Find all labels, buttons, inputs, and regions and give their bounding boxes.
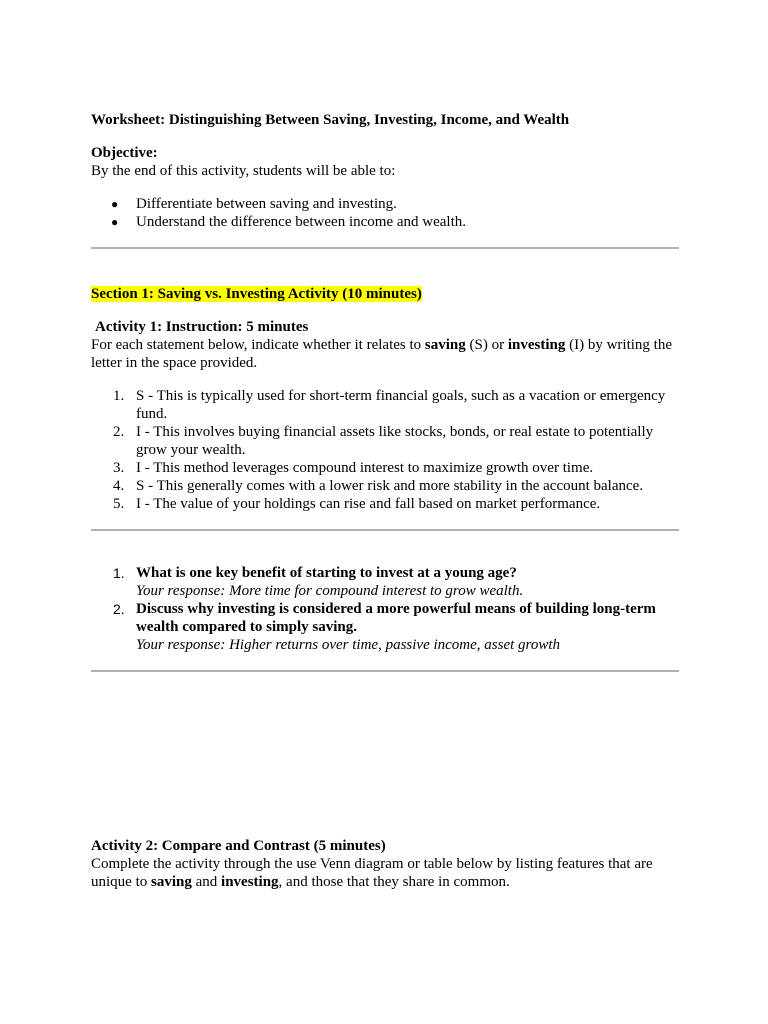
objective-item: ● Differentiate between saving and investing. — [91, 195, 679, 213]
question-item: 2. Discuss why investing is considered a more powerful means of building long-term wealth compared to simply saving. Your response: Higher returns over time, passive income, asset growth — [91, 600, 679, 654]
objective-intro: By the end of this activity, students will be able to: — [91, 163, 396, 179]
statements-list — [91, 387, 679, 513]
statement-item: 3. I - This method leverages compound interest to maximize growth over time. — [113, 460, 594, 476]
statement-item: 4. S - This generally comes with a lower risk and more stability in the account balance. — [113, 478, 644, 494]
section1-heading-wrap — [91, 285, 679, 303]
document-content — [91, 111, 679, 891]
objective-item: ● Understand the difference between income and wealth. — [91, 213, 679, 231]
horizontal-rule — [91, 247, 679, 249]
horizontal-rule — [91, 670, 679, 672]
activity1-instruction: For each statement below, indicate whether it relates to saving (S) or investing (I) by writing the letter in the space provided. — [91, 337, 672, 371]
objective-label: Objective: — [91, 145, 158, 161]
objectives-list — [91, 195, 679, 231]
horizontal-rule — [91, 529, 679, 531]
statement-item: 5. I - The value of your holdings can rise and fall based on market performance. — [113, 496, 601, 512]
worksheet-title: Worksheet: Distinguishing Between Saving, Investing, Income, and Wealth — [91, 112, 570, 128]
response-text: Your response: Higher returns over time, passive income, asset growth — [136, 637, 560, 653]
questions-list — [91, 564, 679, 654]
activity1-heading: Activity 1: Instruction: 5 minutes — [95, 319, 309, 335]
question-item: 1. What is one key benefit of starting to invest at a young age? Your response: More time for compound interest to grow wealth. — [91, 564, 679, 600]
response-text: Your response: More time for compound interest to grow wealth. — [136, 583, 524, 599]
activity2-heading: Activity 2: Compare and Contrast (5 minutes) — [91, 838, 386, 854]
question-text: Discuss why investing is considered a more powerful means of building long-term wealth compared to simply saving. — [136, 601, 656, 635]
statement-item: 1. S - This is typically used for short-term financial goals, such as a vacation or emergency fund. — [113, 388, 666, 422]
question-text: What is one key benefit of starting to invest at a young age? — [136, 565, 517, 581]
statement-item: 2. I - This involves buying financial assets like stocks, bonds, or real estate to potentially grow your wealth. — [113, 424, 654, 458]
activity2-instruction: Complete the activity through the use Venn diagram or table below by listing features that are unique to saving and investing, and those that they share in common. — [91, 856, 653, 890]
section1-heading: Section 1: Saving vs. Investing Activity (10 minutes) — [91, 286, 422, 302]
